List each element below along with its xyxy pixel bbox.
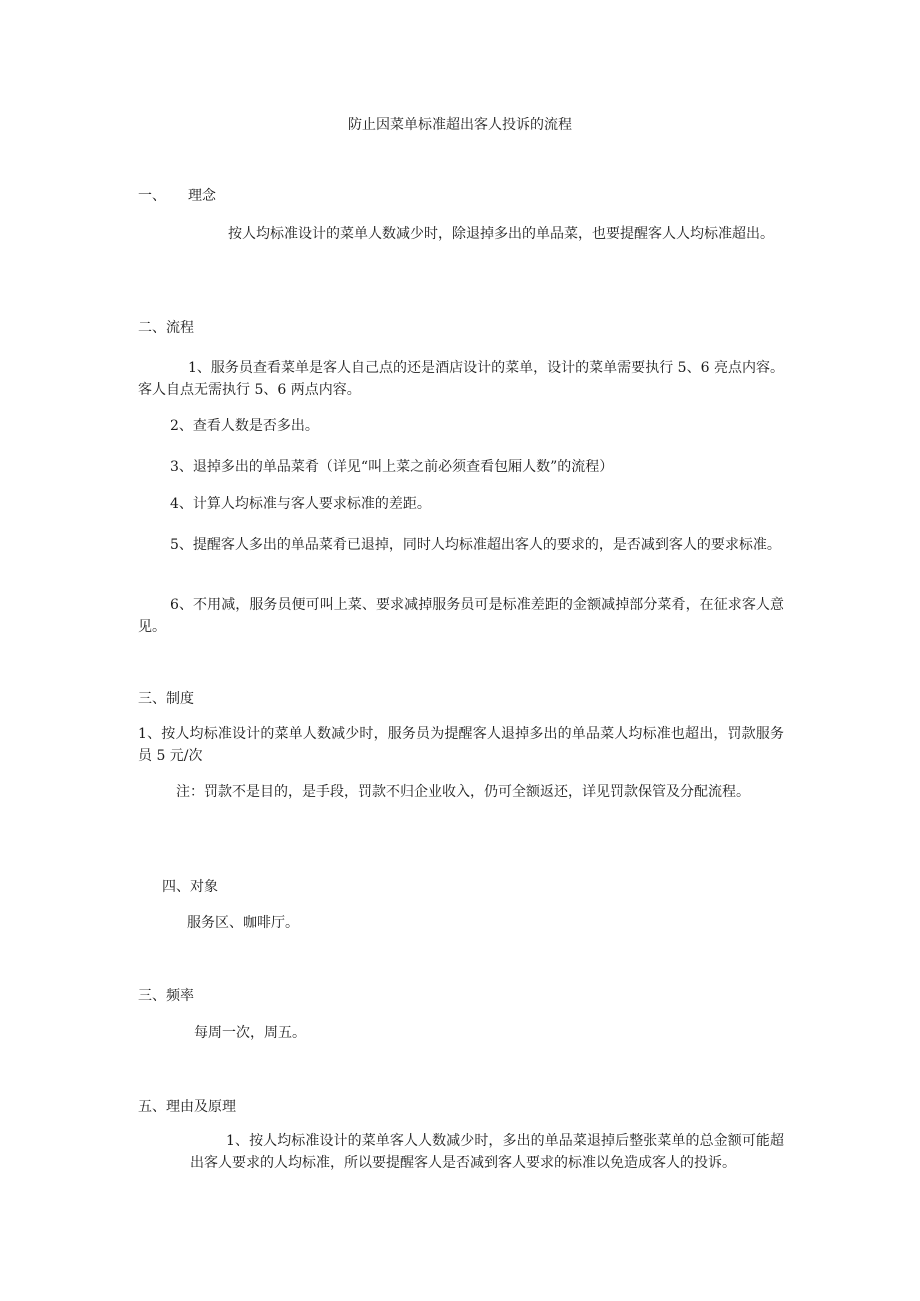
section-paragraph: 每周一次，周五。 <box>194 1025 306 1041</box>
section-heading: 三、制度 <box>138 691 194 707</box>
list-item: 4、计算人均标准与客人要求标准的差距。 <box>170 496 431 512</box>
note-paragraph: 注：罚款不是目的，是手段，罚款不归企业收入，仍可全额返还，详见罚款保管及分配流程。 <box>176 784 750 800</box>
section-number: 一、 <box>138 188 166 204</box>
section-heading: 二、流程 <box>138 320 194 336</box>
list-item: 1、服务员查看菜单是客人自己点的还是酒店设计的菜单，设计的菜单需要执行 5、6 亮点内容。客人自点无需执行 5、6 两点内容。 <box>138 360 784 398</box>
section-paragraph: 服务区、咖啡厅。 <box>187 915 299 931</box>
section-heading: 三、频率 <box>138 988 194 1004</box>
section-heading: 四、对象 <box>162 879 218 895</box>
section-paragraph: 1、按人均标准设计的菜单客人人数减少时，多出的单品菜退掉后整张菜单的总金额可能超出客人要求的人均标准，所以要提醒客人是否减到客人要求的标准以免造成客人的投诉。 <box>190 1133 784 1171</box>
list-item: 5、提醒客人多出的单品菜肴已退掉，同时人均标准超出客人的要求的，是否减到客人的要求标准。 <box>170 537 781 553</box>
rule-paragraph: 1、按人均标准设计的菜单人数减少时，服务员为提醒客人退掉多出的单品菜人均标准也超出，罚款服务员 5 元/次 <box>138 726 784 764</box>
document-title: 防止因菜单标准超出客人投诉的流程 <box>348 117 572 133</box>
list-item: 3、退掉多出的单品菜肴（详见“叫上菜之前必须查看包厢人数”的流程） <box>170 459 614 475</box>
section-paragraph: 按人均标准设计的菜单人数减少时，除退掉多出的单品菜，也要提醒客人人均标准超出。 <box>228 226 774 242</box>
section-heading: 理念 <box>188 188 216 204</box>
list-item: 6、不用减，服务员便可叫上菜、要求减掉服务员可是标准差距的金额减掉部分菜肴，在征求客人意见。 <box>138 597 784 635</box>
list-item: 2、查看人数是否多出。 <box>170 418 319 434</box>
section-heading: 五、理由及原理 <box>138 1099 236 1115</box>
